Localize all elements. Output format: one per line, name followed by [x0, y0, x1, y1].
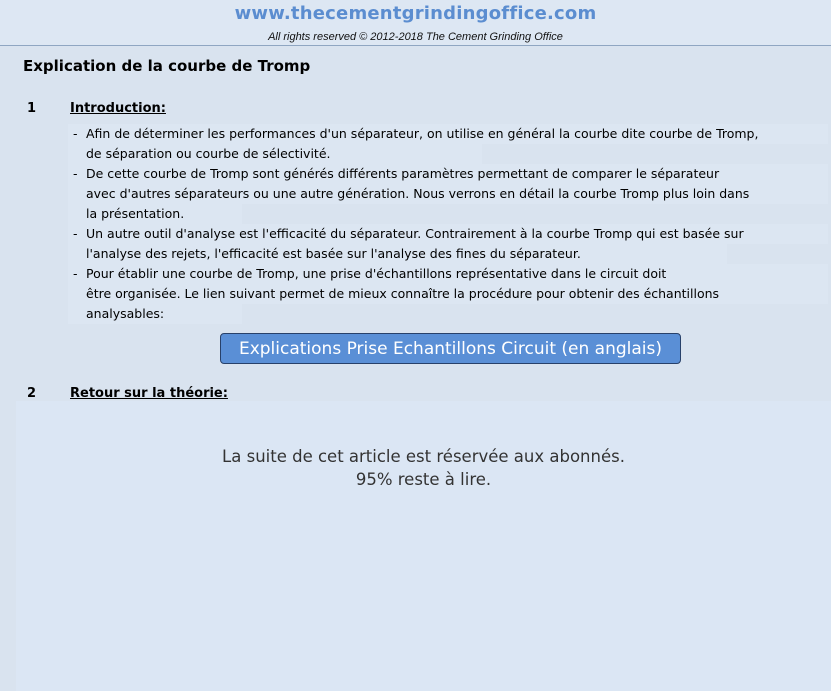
bullet-dash: - — [73, 166, 78, 181]
list-item — [68, 304, 828, 324]
bullet-dash: - — [73, 226, 78, 241]
bullet-text: Un autre outil d'analyse est l'efficacité du séparateur. Contrairement à la courbe Tromp qui est basée sur — [86, 226, 744, 241]
list-item — [68, 224, 828, 244]
bullet-text: être organisée. Le lien suivant permet de mieux connaître la procédure pour obtenir des échantillons — [86, 286, 720, 301]
list-item — [68, 204, 828, 224]
bullet-dash: - — [73, 126, 78, 141]
list-item — [68, 244, 828, 264]
bullet-text: avec d'autres séparateurs ou une autre génération. Nous verrons en détail la courbe Tromp plus loin dans — [86, 186, 750, 201]
paywall-overlay — [16, 401, 831, 691]
bullet-text: De cette courbe de Tromp sont générés différents paramètres permettant de comparer le séparateur — [86, 166, 720, 181]
list-item — [68, 264, 828, 284]
list-item — [68, 124, 828, 144]
intro-bullet-list — [68, 124, 828, 324]
copyright-notice: All rights reserved © 2012-2018 The Cement Grinding Office — [268, 31, 563, 43]
bullet-text: Pour établir une courbe de Tromp, une prise d'échantillons représentative dans le circuit doit — [86, 266, 667, 281]
list-item — [68, 284, 828, 304]
section-1-number: 1 — [27, 101, 37, 116]
paywall-line-remaining: 95% reste à lire. — [355, 470, 492, 489]
page-title: Explication de la courbe de Tromp — [23, 57, 311, 75]
site-url[interactable]: www.thecementgrindingoffice.com — [234, 3, 597, 24]
section-1-title: Introduction: — [70, 101, 166, 116]
list-item — [68, 184, 828, 204]
bullet-dash: - — [73, 266, 78, 281]
bullet-text: l'analyse des rejets, l'efficacité est basée sur l'analyse des fines du séparateur. — [86, 246, 581, 261]
site-header — [0, 0, 831, 46]
list-item — [68, 164, 828, 184]
bullet-text: Afin de déterminer les performances d'un séparateur, on utilise en général la courbe dite courbe de Tromp, — [86, 126, 759, 141]
section-2-number: 2 — [27, 386, 37, 401]
paywall-line-subscribers: La suite de cet article est réservée aux abonnés. — [222, 447, 625, 466]
sampling-explanation-link-button[interactable]: Explications Prise Echantillons Circuit (en anglais) — [220, 333, 681, 364]
section-2-title: Retour sur la théorie: — [70, 386, 228, 401]
bullet-text: de séparation ou courbe de sélectivité. — [86, 146, 331, 161]
bullet-text: analysables: — [86, 306, 165, 321]
bullet-text: la présentation. — [86, 206, 185, 221]
paywall-message — [16, 445, 831, 491]
list-item — [68, 144, 828, 164]
